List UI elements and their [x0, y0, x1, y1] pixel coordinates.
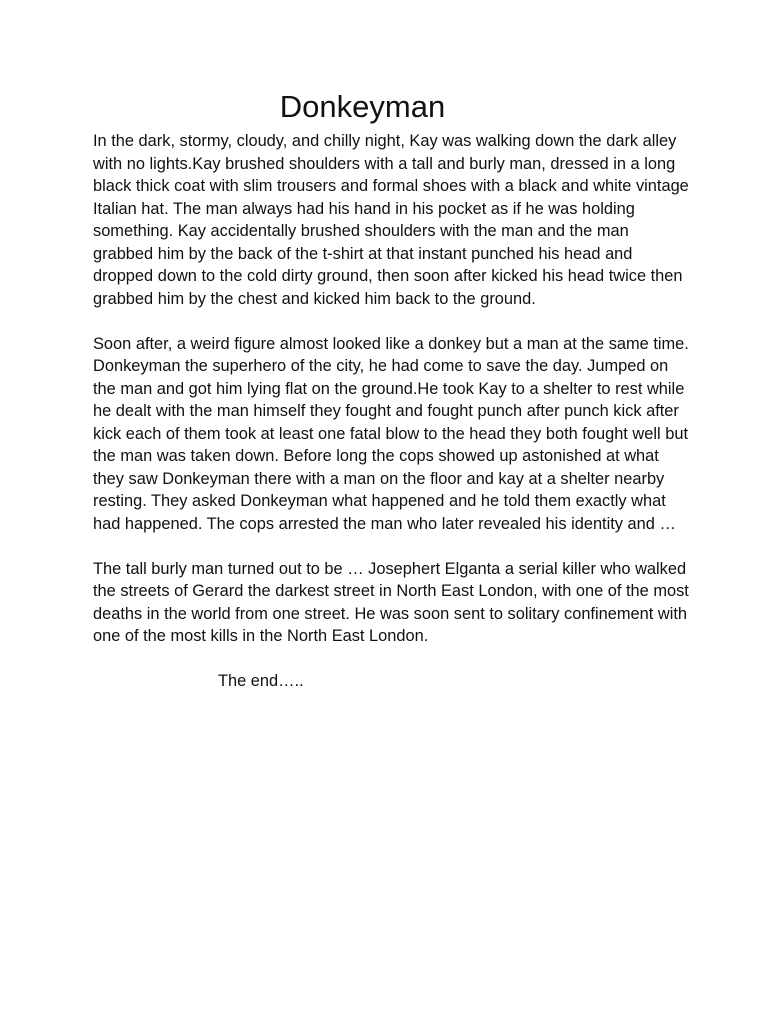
- document-title: Donkeyman: [279, 89, 446, 124]
- story-body: [93, 130, 693, 693]
- story-paragraph-3: The tall burly man turned out to be … Josephert Elganta a serial killer who walked the streets of Gerard the darkest street in North East London, with one of the most deaths in the world from one street. He was soon sent to solitary confinement with one of the most kills in the North East London.: [93, 559, 689, 645]
- story-closing: The end…..: [218, 672, 304, 690]
- story-paragraph-1: In the dark, stormy, cloudy, and chilly night, Kay was walking down the dark alley with no lights.Kay brushed shoulders with a tall and burly man, dressed in a long black thick coat with slim trousers and formal shoes with a black and white vintage Italian hat. The man always had his hand in his pocket as if he was holding something. Kay accidentally brushed shoulders with the man and the man grabbed him by the back of the t-shirt at that instant punched his head and dropped down to the cold dirty ground, then soon after kicked his head twice then grabbed him by the chest and kicked him back to the ground.: [93, 132, 689, 308]
- story-paragraph-2: Soon after, a weird figure almost looked like a donkey but a man at the same time. Donkeyman the superhero of the city, he had come to save the day. Jumped on the man and got him lying flat on the ground.He took Kay to a shelter to rest while he dealt with the man himself they fought and fought punch after punch kick after kick each of them took at least one fatal blow to the head they both fought well but the man was taken down. Before long the cops showed up astonished at what they saw Donkeyman there with a man on the floor and kay at a shelter nearby resting. They asked Donkeyman what happened and he told them exactly what had happened. The cops arrested the man who later revealed his identity and …: [93, 334, 689, 533]
